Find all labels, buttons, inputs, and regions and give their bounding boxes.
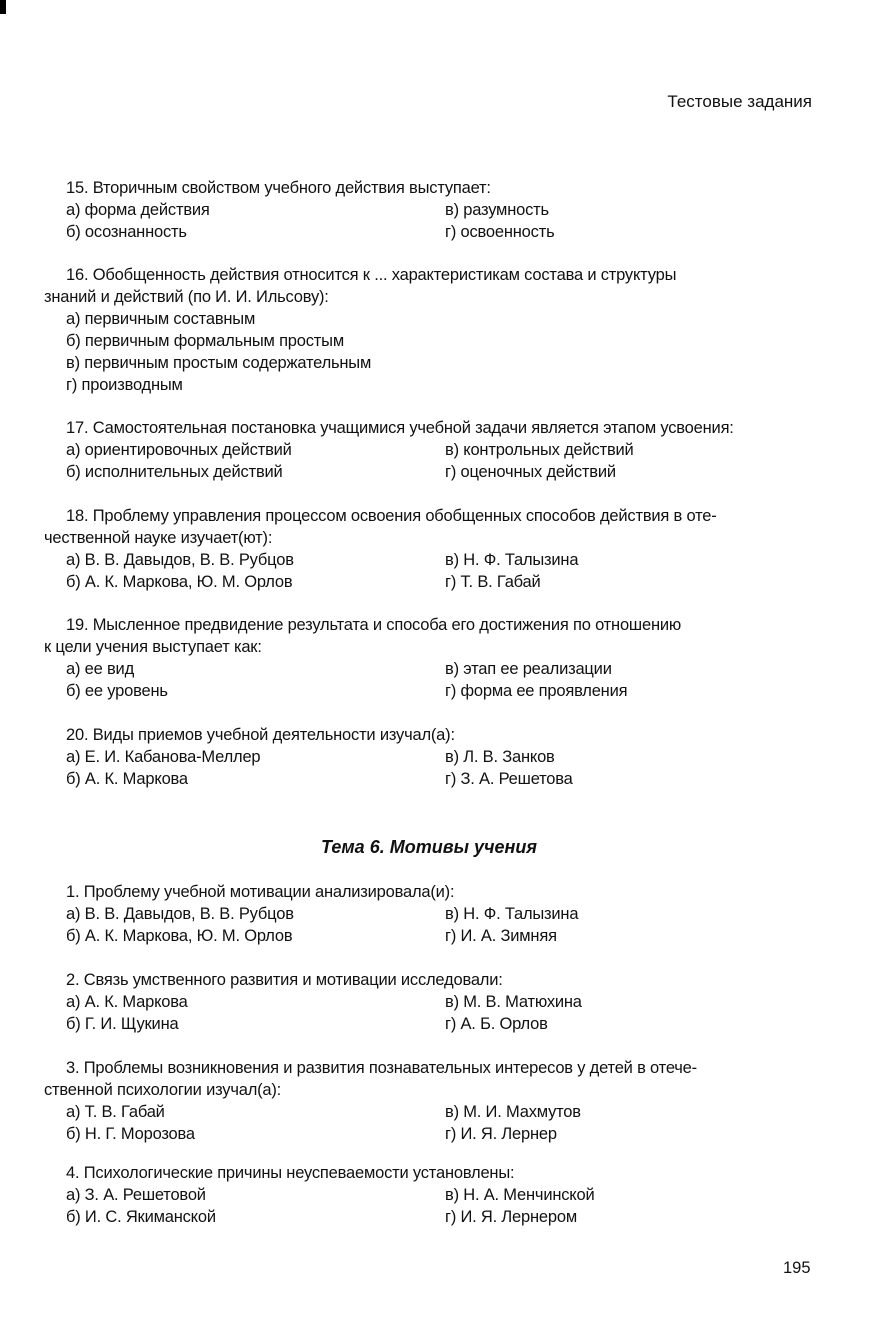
answer-option: в) контрольных действий xyxy=(445,441,634,459)
question-text: 3. Проблемы возникновения и развития познавательных интересов у детей в отече- xyxy=(66,1059,697,1077)
answer-option: а) ориентировочных действий xyxy=(66,441,292,459)
scan-mark xyxy=(0,0,6,14)
answer-option: г) производным xyxy=(66,376,183,394)
topic-heading: Тема 6. Мотивы учения xyxy=(321,837,537,857)
answer-option: а) Т. В. Габай xyxy=(66,1103,165,1121)
answer-option: а) форма действия xyxy=(66,201,210,219)
answer-option: б) Н. Г. Морозова xyxy=(66,1125,195,1143)
answer-option: г) Т. В. Габай xyxy=(445,573,541,591)
question-text: ственной психологии изучал(а): xyxy=(44,1081,282,1099)
answer-option: г) И. Я. Лернером xyxy=(445,1208,577,1226)
question-text: 15. Вторичным свойством учебного действия выступает: xyxy=(66,179,491,197)
answer-option: в) Л. В. Занков xyxy=(445,748,555,766)
answer-option: в) Н. Ф. Талызина xyxy=(445,551,579,569)
answer-option: а) З. А. Решетовой xyxy=(66,1186,206,1204)
answer-option: б) А. К. Маркова xyxy=(66,770,188,788)
question-text: 16. Обобщенность действия относится к ... характеристикам состава и структуры xyxy=(66,266,677,284)
answer-option: б) А. К. Маркова, Ю. М. Орлов xyxy=(66,573,293,591)
answer-option: г) З. А. Решетова xyxy=(445,770,573,788)
answer-option: б) осознанность xyxy=(66,223,187,241)
answer-option: в) первичным простым содержательным xyxy=(66,354,372,372)
answer-option: г) форма ее проявления xyxy=(445,682,628,700)
answer-option: в) М. И. Махмутов xyxy=(445,1103,581,1121)
question-text: чественной науке изучает(ют): xyxy=(44,529,273,547)
answer-option: в) Н. Ф. Талызина xyxy=(445,905,579,923)
answer-option: г) освоенность xyxy=(445,223,555,241)
answer-option: г) А. Б. Орлов xyxy=(445,1015,548,1033)
question-text: 1. Проблему учебной мотивации анализировала(и): xyxy=(66,883,455,901)
question-text: 4. Психологические причины неуспеваемости установлены: xyxy=(66,1164,515,1182)
answer-option: г) И. А. Зимняя xyxy=(445,927,557,945)
answer-option: г) оценочных действий xyxy=(445,463,616,481)
question-text: знаний и действий (по И. И. Ильсову): xyxy=(44,288,329,306)
running-title: Тестовые задания xyxy=(667,92,812,111)
question-text: 17. Самостоятельная постановка учащимися учебной задачи является этапом усвоения: xyxy=(66,419,734,437)
answer-option: б) Г. И. Щукина xyxy=(66,1015,179,1033)
answer-option: б) первичным формальным простым xyxy=(66,332,344,350)
answer-option: б) исполнительных действий xyxy=(66,463,283,481)
answer-option: б) ее уровень xyxy=(66,682,168,700)
answer-option: б) А. К. Маркова, Ю. М. Орлов xyxy=(66,927,293,945)
answer-option: а) В. В. Давыдов, В. В. Рубцов xyxy=(66,905,294,923)
answer-option: в) М. В. Матюхина xyxy=(445,993,582,1011)
answer-option: а) ее вид xyxy=(66,660,135,678)
answer-option: в) Н. А. Менчинской xyxy=(445,1186,595,1204)
answer-option: а) Е. И. Кабанова-Меллер xyxy=(66,748,261,766)
question-text: 18. Проблему управления процессом освоения обобщенных способов действия в оте- xyxy=(66,507,717,525)
answer-option: б) И. С. Якиманской xyxy=(66,1208,216,1226)
question-text: к цели учения выступает как: xyxy=(44,638,262,656)
answer-option: в) разумность xyxy=(445,201,549,219)
question-text: 2. Связь умственного развития и мотивации исследовали: xyxy=(66,971,503,989)
question-text: 20. Виды приемов учебной деятельности изучал(а): xyxy=(66,726,455,744)
answer-option: а) В. В. Давыдов, В. В. Рубцов xyxy=(66,551,294,569)
answer-option: а) первичным составным xyxy=(66,310,256,328)
answer-option: в) этап ее реализации xyxy=(445,660,612,678)
answer-option: а) А. К. Маркова xyxy=(66,993,188,1011)
page-number: 195 xyxy=(783,1259,811,1277)
answer-option: г) И. Я. Лернер xyxy=(445,1125,557,1143)
question-text: 19. Мысленное предвидение результата и способа его достижения по отношению xyxy=(66,616,682,634)
